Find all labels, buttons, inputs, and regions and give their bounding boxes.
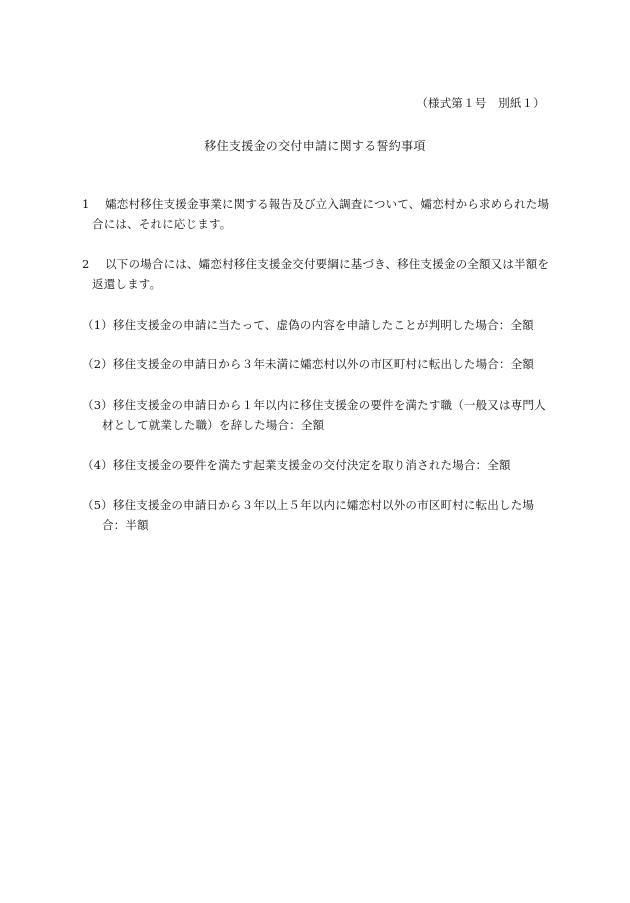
refund-case-5-line-1: （5）移住支援金の申請日から３年以上５年以内に孀恋村以外の市区町村に転出した場 <box>82 498 535 512</box>
pledge-item-2-line-2: 返還します。 <box>92 276 162 291</box>
refund-case-3-line-1: （3）移住支援金の申請日から１年以内に移住支援金の要件を満たす職（一般又は専門人 <box>82 398 546 412</box>
refund-case-1 <box>82 316 534 336</box>
refund-case-1-line-1: （1）移住支援金の申請に当たって、虚偽の内容を申請したことが判明した場合：全額 <box>82 318 534 332</box>
refund-case-4-line-1: （4）移住支援金の要件を満たす起業支援金の交付決定を取り消された場合：全額 <box>82 458 511 472</box>
pledge-item-1 <box>82 195 549 234</box>
form-number: （様式第１号 別紙１） <box>416 96 545 110</box>
pledge-item-1-line-2: 合には、それに応じます。 <box>92 216 232 231</box>
refund-case-5 <box>82 496 534 535</box>
refund-case-3 <box>82 396 546 435</box>
refund-case-2 <box>82 355 534 375</box>
refund-case-5-line-2: 合：半額 <box>102 517 149 532</box>
pledge-item-2-line-1: 2 以下の場合には、孀恋村移住支援金交付要綱に基づき、移住支援金の全額又は半額を <box>82 257 550 271</box>
pledge-item-2 <box>82 255 549 294</box>
refund-case-4 <box>82 456 511 476</box>
document-title: 移住支援金の交付申請に関する誓約事項 <box>204 139 426 153</box>
refund-case-2-line-1: （2）移住支援金の申請日から３年未満に孀恋村以外の市区町村に転出した場合：全額 <box>82 357 535 371</box>
refund-case-3-line-2: 材として就業した職）を辞した場合：全額 <box>102 417 325 432</box>
pledge-item-1-line-1: 1 孀恋村移住支援金事業に関する報告及び立入調査について、孀恋村から求められた場 <box>82 197 550 211</box>
